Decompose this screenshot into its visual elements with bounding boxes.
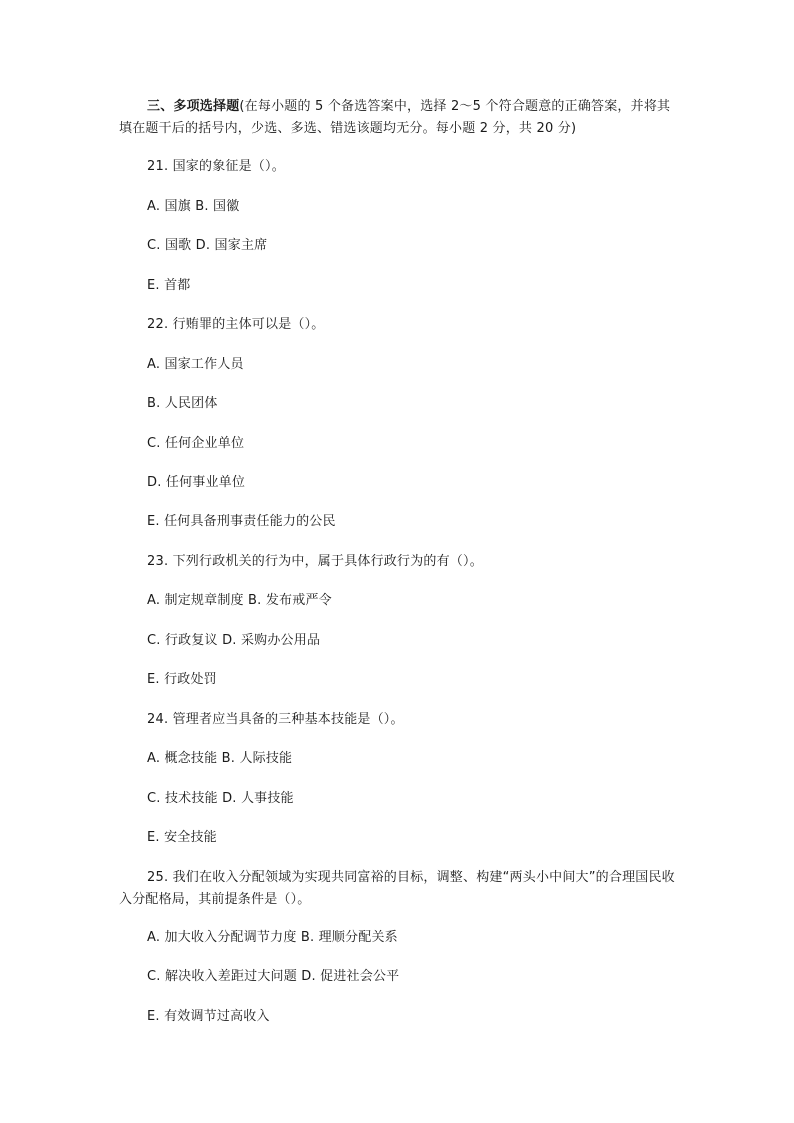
- section-instruction: (在每小题的 5 个备选答案中，选择 2～5 个符合题意的正确答案，并将其填在题干后的括号内，少选、多选、错选该题均无分。每小题 2 分，共 20 分): [119, 99, 671, 136]
- section-header: [119, 96, 679, 140]
- question-22-stem: 22. 行贿罪的主体可以是（）。: [147, 317, 325, 332]
- question-21-option-cd: C. 国歌 D. 国家主席: [147, 238, 268, 253]
- question-24-option-ab: A. 概念技能 B. 人际技能: [147, 751, 293, 766]
- question-25-stem: 25. 我们在收入分配领域为实现共同富裕的目标，调整、构建“两头小中间大”的合理国民收入分配格局，其前提条件是（）。: [119, 870, 675, 907]
- question-23-stem: 23. 下列行政机关的行为中，属于具体行政行为的有（）。: [147, 554, 483, 569]
- question-22-option-c: C. 任何企业单位: [147, 436, 245, 451]
- question-21-stem: 21. 国家的象征是（）。: [147, 159, 285, 174]
- question-23-option-e: E. 行政处罚: [147, 672, 217, 687]
- question-22-option-a: A. 国家工作人员: [147, 357, 244, 372]
- question-25-option-cd: C. 解决收入差距过大问题 D. 促进社会公平: [147, 969, 400, 984]
- question-22-option-b: B. 人民团体: [147, 396, 218, 411]
- question-22-option-d: D. 任何事业单位: [147, 475, 246, 490]
- question-23-option-ab: A. 制定规章制度 B. 发布戒严令: [147, 593, 332, 608]
- question-25-option-ab: A. 加大收入分配调节力度 B. 理顺分配关系: [147, 930, 398, 945]
- question-23-option-cd: C. 行政复议 D. 采购办公用品: [147, 633, 321, 648]
- question-25-option-e: E. 有效调节过高收入: [147, 1009, 270, 1024]
- question-21-option-e: E. 首都: [147, 278, 191, 293]
- question-24-option-e: E. 安全技能: [147, 830, 217, 845]
- question-24-option-cd: C. 技术技能 D. 人事技能: [147, 791, 294, 806]
- section-heading: 三、多项选择题: [147, 99, 240, 114]
- question-24-stem: 24. 管理者应当具备的三种基本技能是（）。: [147, 712, 404, 727]
- question-22-option-e: E. 任何具备刑事责任能力的公民: [147, 514, 336, 529]
- question-21-option-ab: A. 国旗 B. 国徽: [147, 199, 240, 214]
